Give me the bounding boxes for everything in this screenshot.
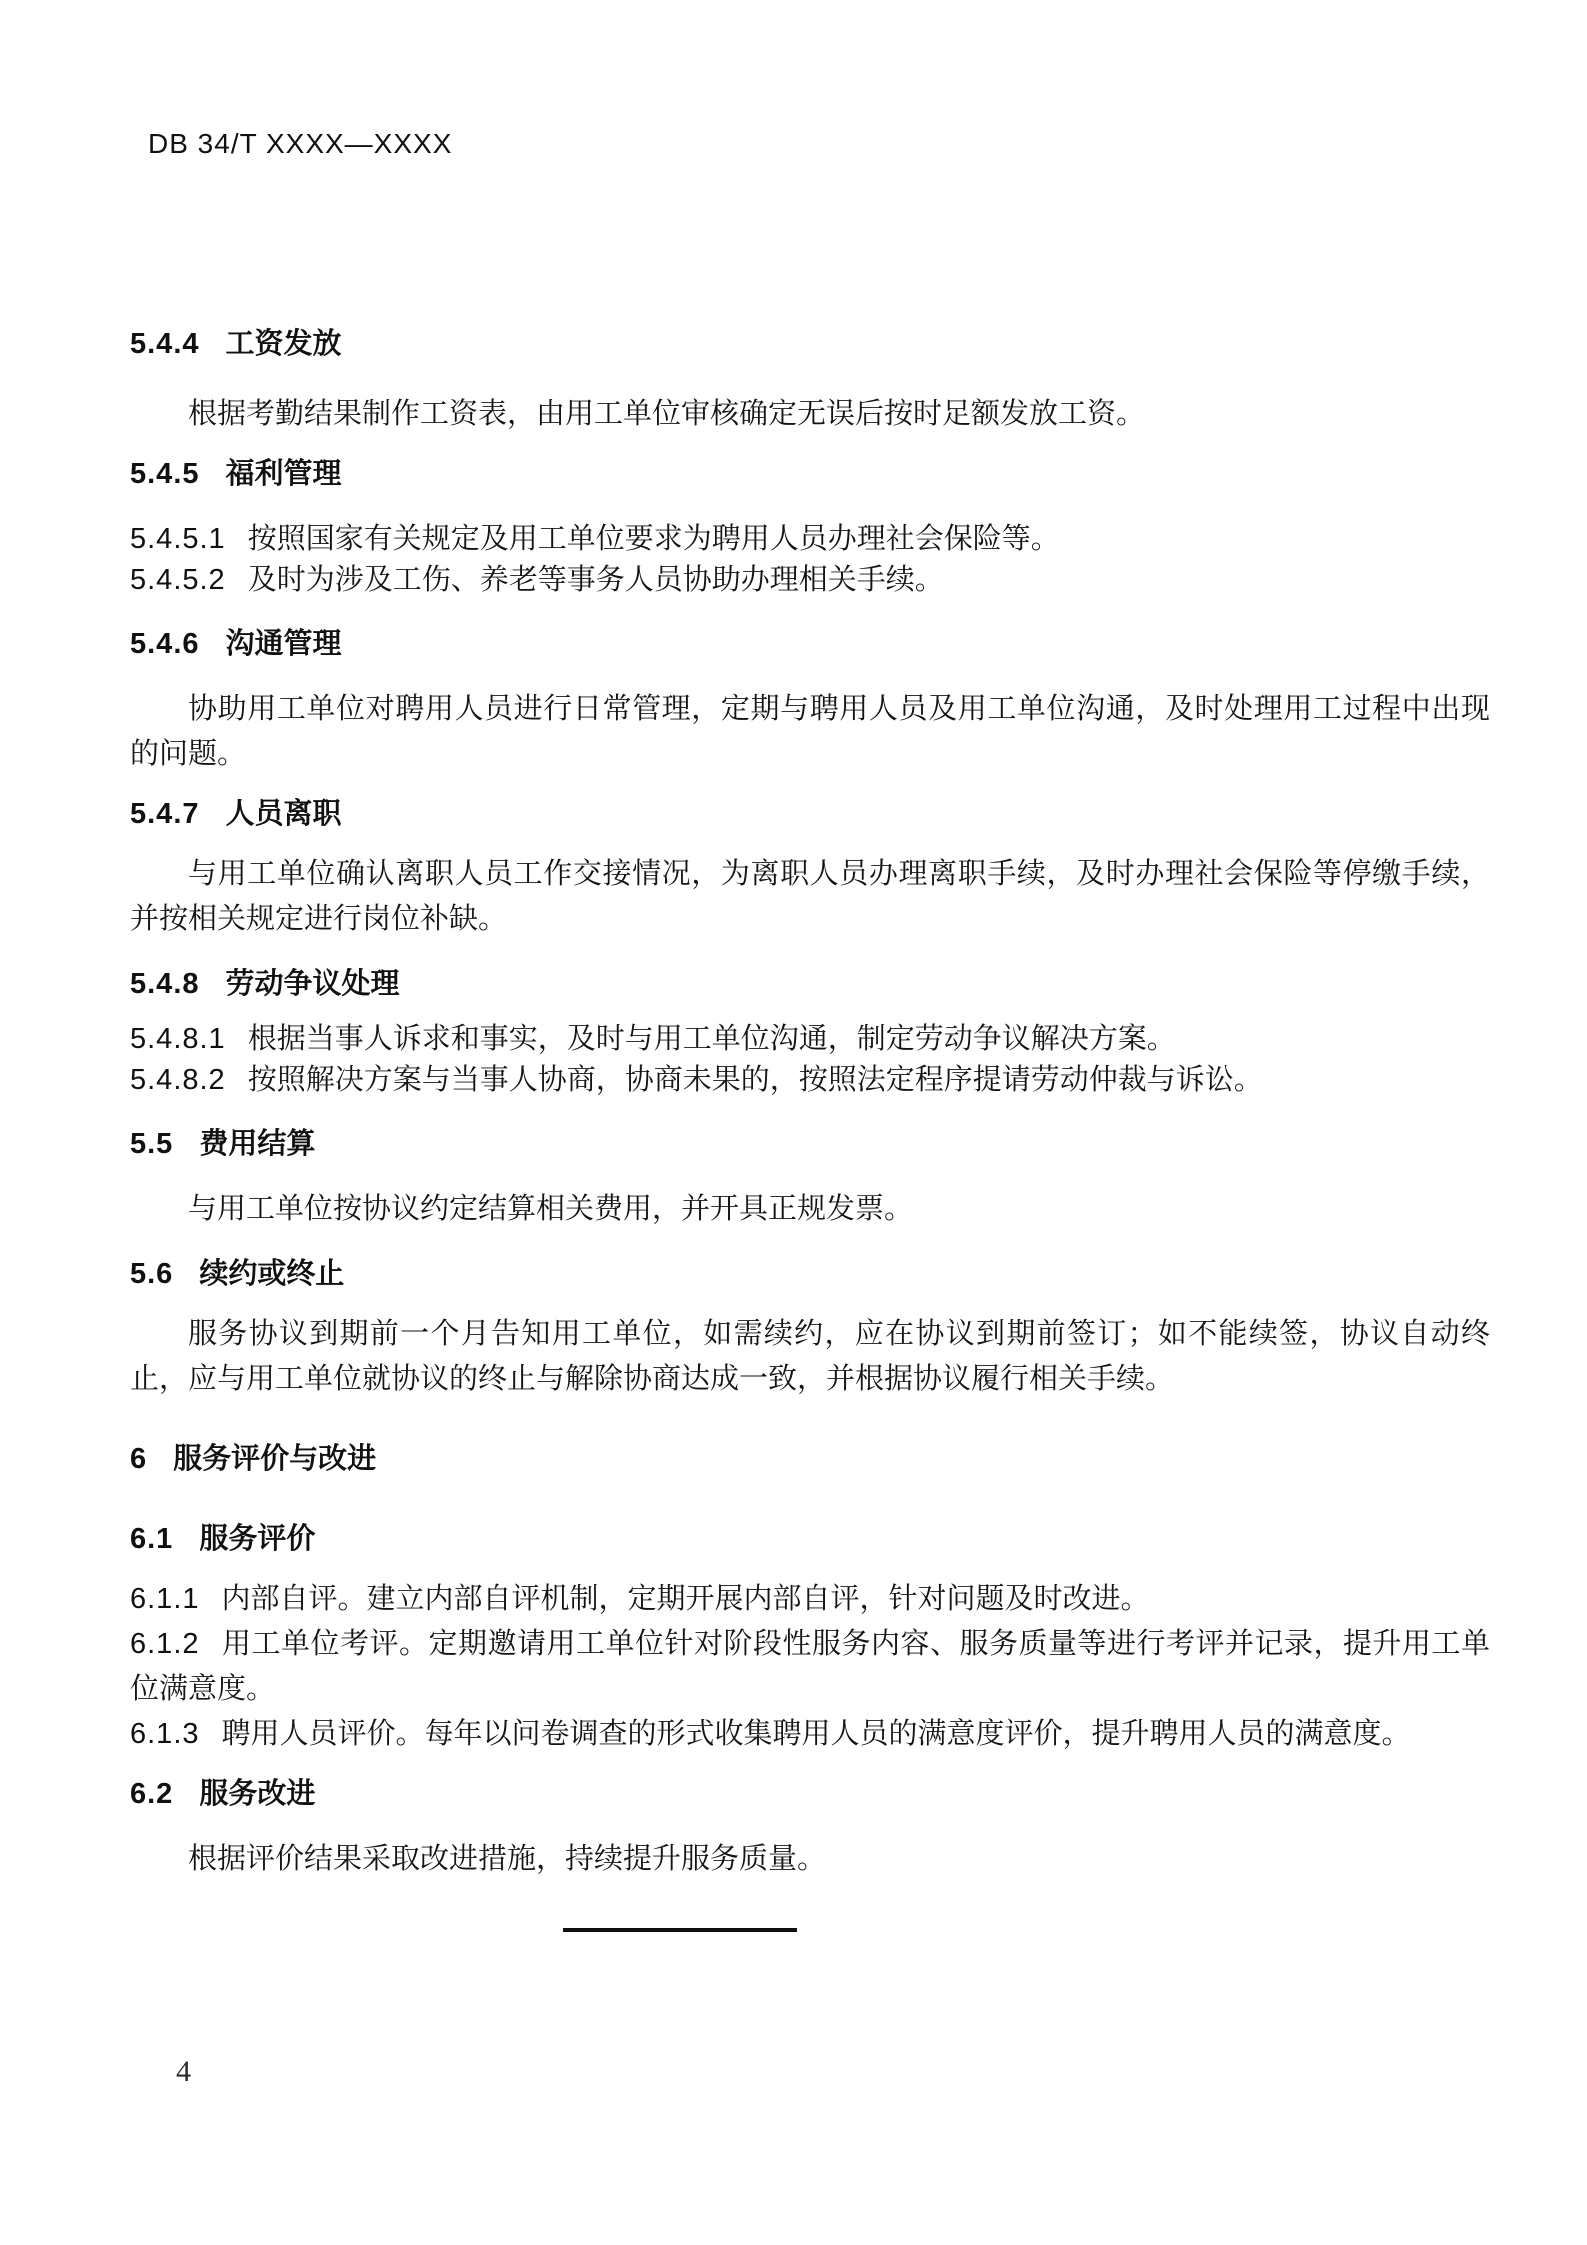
heading-title: 服务评价与改进 (173, 1443, 377, 1475)
heading-number: 5.4.7 (130, 798, 200, 830)
heading-5-4-4 (130, 322, 1490, 367)
heading-title: 沟通管理 (225, 628, 342, 660)
heading-title: 续约或终止 (199, 1258, 345, 1290)
paragraph-5-6: 服务协议到期前一个月告知用工单位，如需续约，应在协议到期前签订；如不能续签，协议自动终止，应与用工单位就协议的终止与解除协商达成一致，并根据协议履行相关手续。 (130, 1318, 1490, 1395)
clause-text: 用工单位考评。定期邀请用工单位针对阶段性服务内容、服务质量等进行考评并记录，提升用工单位满意度。 (130, 1628, 1490, 1705)
clause-number: 6.1.3 (130, 1718, 200, 1750)
heading-5-4-8 (130, 962, 1490, 1007)
heading-5-5 (130, 1122, 1490, 1167)
paragraph-5-5: 与用工单位按协议约定结算相关费用，并开具正规发票。 (188, 1193, 914, 1225)
clause-text: 按照解决方案与当事人协商，协商未果的，按照法定程序提请劳动仲裁与诉讼。 (247, 1064, 1263, 1096)
document-code-header: DB 34/T XXXX—XXXX (148, 128, 453, 159)
clause-6-1-3 (130, 1712, 1490, 1757)
clause-text: 内部自评。建立内部自评机制，定期开展内部自评，针对问题及时改进。 (221, 1583, 1150, 1615)
heading-5-4-6 (130, 622, 1490, 667)
paragraph-5-4-4: 根据考勤结果制作工资表，由用工单位审核确定无误后按时足额发放工资。 (188, 398, 1146, 430)
heading-6-1 (130, 1517, 1490, 1562)
paragraph-5-4-6: 协助用工单位对聘用人员进行日常管理，定期与聘用人员及用工单位沟通，及时处理用工过程中出现的问题。 (130, 693, 1490, 770)
heading-number: 5.4.8 (130, 968, 200, 1000)
heading-title: 费用结算 (199, 1128, 316, 1160)
clause-text: 聘用人员评价。每年以问卷调查的形式收集聘用人员的满意度评价，提升聘用人员的满意度。 (221, 1718, 1411, 1750)
clause-number: 6.1.2 (130, 1628, 200, 1660)
heading-number: 5.4.4 (130, 328, 200, 360)
heading-title: 服务改进 (199, 1778, 316, 1810)
heading-number: 5.6 (130, 1258, 174, 1290)
paragraph-6-2: 根据评价结果采取改进措施，持续提升服务质量。 (188, 1843, 827, 1875)
heading-title: 服务评价 (199, 1523, 316, 1555)
heading-5-4-7 (130, 792, 1490, 837)
heading-number: 6.1 (130, 1523, 174, 1555)
heading-6-2 (130, 1772, 1490, 1817)
heading-6 (130, 1437, 1490, 1482)
clause-number: 5.4.5.1 (130, 523, 226, 555)
clause-6-1-2 (130, 1622, 1490, 1712)
clause-6-1-1 (130, 1577, 1490, 1622)
end-of-text-rule (563, 1928, 797, 1932)
heading-title: 劳动争议处理 (225, 968, 400, 1000)
page-number: 4 (176, 2055, 191, 2088)
heading-5-4-5 (130, 452, 1490, 497)
heading-number: 5.4.6 (130, 628, 200, 660)
heading-5-6 (130, 1252, 1490, 1297)
clause-5-4-5-2 (130, 558, 1490, 603)
heading-number: 5.5 (130, 1128, 174, 1160)
heading-title: 福利管理 (225, 458, 342, 490)
clause-text: 及时为涉及工伤、养老等事务人员协助办理相关手续。 (247, 564, 944, 596)
clause-number: 6.1.1 (130, 1583, 200, 1615)
paragraph-5-4-7: 与用工单位确认离职人员工作交接情况，为离职人员办理离职手续，及时办理社会保险等停缴手续，并按相关规定进行岗位补缺。 (130, 858, 1490, 935)
heading-number: 6.2 (130, 1778, 174, 1810)
heading-number: 5.4.5 (130, 458, 200, 490)
heading-number: 6 (130, 1443, 148, 1475)
clause-5-4-8-2 (130, 1058, 1490, 1103)
clause-number: 5.4.8.2 (130, 1064, 226, 1096)
clause-text: 按照国家有关规定及用工单位要求为聘用人员办理社会保险等。 (247, 523, 1060, 555)
heading-title: 人员离职 (225, 798, 342, 830)
clause-5-4-8-1 (130, 1017, 1490, 1062)
clause-number: 5.4.5.2 (130, 564, 226, 596)
clause-number: 5.4.8.1 (130, 1023, 226, 1055)
clause-5-4-5-1 (130, 517, 1490, 562)
heading-title: 工资发放 (225, 328, 342, 360)
clause-text: 根据当事人诉求和事实，及时与用工单位沟通，制定劳动争议解决方案。 (247, 1023, 1176, 1055)
